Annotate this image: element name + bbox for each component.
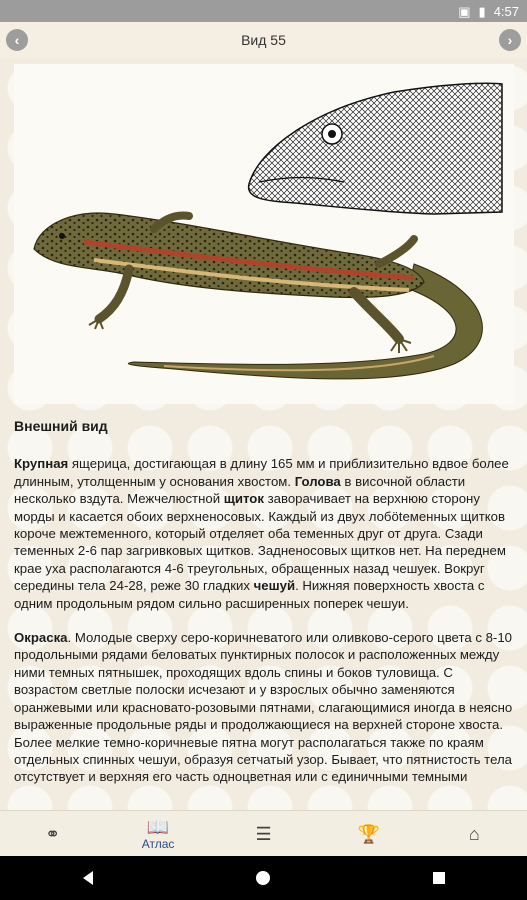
nav-books[interactable]	[211, 811, 316, 857]
nav-home[interactable]	[422, 811, 527, 857]
recents-button[interactable]	[419, 863, 459, 893]
bold-term: Окраска	[14, 630, 68, 646]
no-sim-icon: ▣	[458, 3, 471, 19]
books-stack-icon: ☰	[255, 824, 272, 844]
battery-icon: ▮	[478, 3, 486, 19]
home-icon: ⌂	[468, 824, 480, 844]
paragraph-text: ящерица, достигающая в длину 165 мм и приблизительно вдвое более длинным, утолщенным у основания хвостом.	[14, 456, 509, 489]
back-button[interactable]	[68, 863, 108, 893]
back-triangle-icon	[81, 870, 95, 886]
description-paragraph	[14, 455, 514, 612]
nav-label: Атлас	[141, 837, 175, 851]
page-title: Вид 55	[241, 32, 286, 48]
bold-term: Крупная	[14, 456, 69, 472]
book-icon: 📖	[146, 817, 170, 837]
bottom-navigation	[0, 810, 527, 857]
binoculars-icon: ⚭	[45, 824, 61, 844]
toolbar	[0, 22, 527, 58]
status-bar	[0, 0, 527, 22]
chevron-right-icon[interactable]: ›	[499, 29, 521, 51]
coloration-paragraph	[14, 629, 514, 786]
lizard-illustration	[14, 64, 514, 404]
paragraph-text: в височной области несколько вздута. Межчелюстной	[14, 473, 466, 507]
system-navigation-bar	[0, 856, 527, 900]
nav-trophy[interactable]	[316, 811, 421, 857]
section-heading: Внешний вид	[14, 418, 108, 434]
bold-term: чешуй	[253, 578, 296, 594]
bold-term: Голова	[294, 473, 341, 489]
recents-square-icon	[432, 871, 446, 885]
home-button[interactable]	[243, 863, 283, 893]
nav-atlas[interactable]	[105, 811, 210, 857]
article-content[interactable]	[0, 58, 527, 810]
home-circle-icon	[255, 870, 271, 886]
bold-term: щиток	[223, 491, 264, 507]
status-time: 4:57	[493, 3, 519, 19]
paragraph-text: . Молодые сверху серо-коричневатого или оливково-серого цвета с 8-10 продольными рядами беловатых пунктирных полосок и расположенных между ними темных пятнышек, проходящих вдоль спины и боков туловища. С возрастом светлые полоски исчезают и у взрослых обычно заменяются оранжевыми или красновато-розовыми пятнами, слагающимися иногда в неясно выраженные продольные ряды и продолжающиеся на верхней стороне хвоста. Более мелкие темно-коричневые пятна могут располагаться также по краям отдельных спинных чешуи, образуя сетчатый узор. Бывает, что пятнистость тела отсутствует и верхняя его часть одноцветная или с единичными темными	[14, 630, 513, 785]
paragraph-text: . Нижняя поверхность хвоста с одним продольным рядом сильно расширенных поперек чешуи.	[14, 578, 485, 611]
nav-binoculars[interactable]	[0, 811, 105, 857]
chevron-left-icon[interactable]: ‹	[6, 29, 28, 51]
article-text	[14, 418, 514, 803]
trophy-icon: 🏆	[357, 824, 381, 844]
paragraph-text: заворачивает на верхнюю сторону морды и касается обоих верхненосовых. Каждый из двух лобötеменных щитков короче межтеменного, который отделяет оба теменных друг от друга. Сзади теменных 2-6 пар загривковых щитков. Задненосовых щитков нет. На переднем крае уха располагаются 4-6 треугольных, обращенных назад чешуек. Вокруг середины тела 24-28, реже 30 гладких	[14, 491, 506, 594]
